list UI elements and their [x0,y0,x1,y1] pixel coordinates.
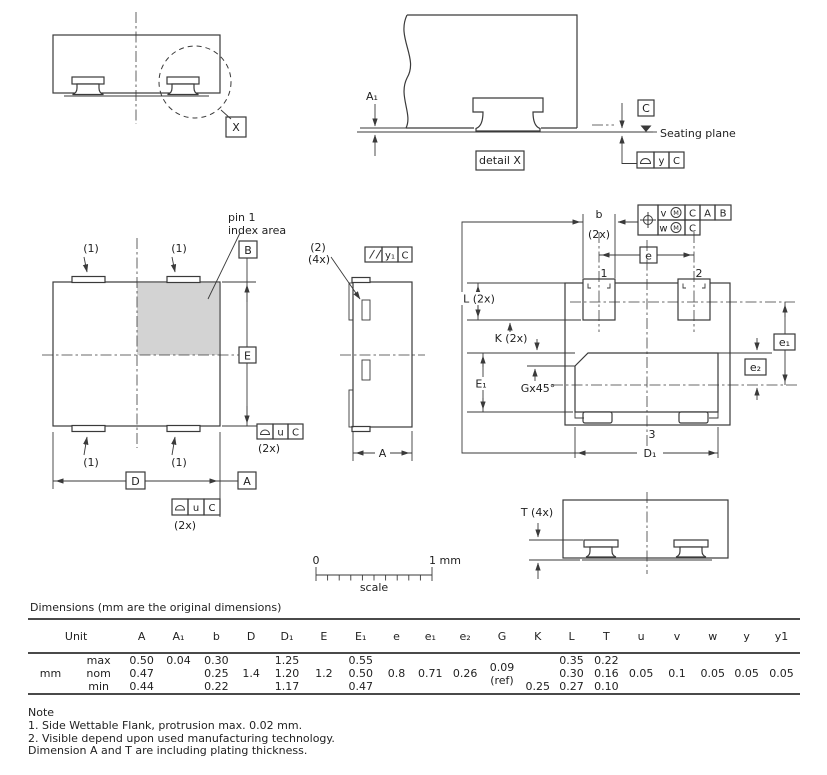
col-header-v: v [659,619,696,653]
col-header-T: T [589,619,624,653]
svg-text:A: A [704,208,711,220]
dimensions-section [28,601,802,695]
col-header-L: L [554,619,589,653]
svg-text:u: u [192,503,200,514]
side-view-with-detail-circle [53,12,246,137]
dim-e2-label: e₂ [749,361,762,374]
svg-text:(2x): (2x) [258,442,281,455]
value-G: 0.09 (ref) [489,660,515,687]
svg-text:w: w [659,223,668,235]
col-header-D: D [235,619,268,653]
svg-text:(2x): (2x) [174,519,197,532]
scale-bar [313,554,461,594]
dim-e-label: E [244,349,251,363]
dim-k-label: K (2x) [494,332,528,345]
notes-heading: Note [28,706,55,719]
detail-x-label: detail X [479,154,521,167]
row-label-nom: nom [86,667,111,680]
svg-text:M: M [673,209,679,217]
table-title: Dimensions (mm are the original dimensions) [30,601,282,614]
pin-3-number: 3 [648,428,656,441]
col-header-unit: Unit [28,619,124,653]
dim-e1-cap-label: E₁ [475,377,487,391]
position-symbol-icon [640,212,656,228]
datum-target-triangle-icon [641,126,652,133]
datum-a-box-label: A [243,475,251,488]
pad-ref-label: (1) [171,456,187,469]
pad-ref-label: (1) [83,242,99,255]
flank-ref-label: (2) [310,241,326,254]
pad-ref-label: (1) [83,456,99,469]
col-header-u: u [624,619,659,653]
dim-d-label: D [131,475,140,488]
profile-tolerance-frame-u-bottom [172,499,220,532]
scale-end-label: 1 mm [429,554,461,567]
col-header-D1: D₁ [268,619,307,653]
parallelism-tolerance-frame [365,247,412,262]
detail-ref-label: X [232,121,240,134]
table-row-max: mm max 0.50 0.04 0.30 1.25 0.55 0.09 (ref) 0.35 0.22 [28,653,800,667]
pin1-note-line1: pin 1 [228,211,256,224]
col-header-y1: y1 [763,619,800,653]
table-row-nom: nom 0.47 0.25 1.4 1.20 1.2 0.50 0.8 0.71 0.26 0.30 0.16 0.05 0.1 0.05 0.05 0.05 [28,667,800,680]
table-header-row [28,619,800,653]
col-header-e2: e₂ [448,619,483,653]
svg-text:C: C [689,208,696,220]
row-label-max: max [86,654,111,667]
scale-start-label: 0 [312,554,320,567]
profile-symbol-icon [261,430,270,435]
dim-b-label: b [595,208,603,221]
col-header-b: b [198,619,235,653]
notes-section [28,707,335,758]
pin-3-tab [575,353,718,412]
pin-1-number: 1 [600,267,608,280]
count-4x-label: (4x) [307,253,331,266]
col-header-w: w [695,619,730,653]
svg-text:u: u [277,427,284,439]
col-header-E: E [306,619,341,653]
note-item: 1. Side Wettable Flank, protrusion max. 0.02 mm. [28,718,303,732]
pin-2-number: 2 [695,267,703,280]
pin1-index-area [137,283,219,355]
svg-text:M: M [673,224,679,232]
wettable-flank-window [362,300,370,320]
profile-symbol-icon [641,159,651,164]
scale-caption: scale [359,581,389,594]
count-2x-label: (2x) [587,228,611,241]
dim-d1-label: D₁ [643,447,657,460]
note-item: 2. Visible depend upon used manufacturing technology. [28,731,335,745]
position-tolerance-frame [638,205,731,235]
col-header-A1: A₁ [159,619,198,653]
note-item: Dimension A and T are including plating thickness. [28,744,308,758]
unit-value: mm [39,667,62,680]
svg-text:C: C [689,223,696,235]
svg-text:y: y [658,156,665,167]
col-header-K: K [521,619,554,653]
profile-tolerance-frame-y [637,152,684,168]
wettable-flank-window [362,360,370,380]
svg-text:C: C [401,250,409,262]
dim-l-label: L (2x) [463,292,495,306]
top-view [42,211,303,532]
pad-ref-label: (1) [171,242,187,255]
row-label-min: min [88,680,110,693]
profile-symbol-icon [176,506,185,511]
col-header-y: y [730,619,763,653]
mmc-modifier-icon [671,208,681,218]
parallelism-symbol-icon [370,250,382,259]
datum-b-box-label: B [244,244,252,257]
col-header-E1: E₁ [341,619,380,653]
col-header-A: A [124,619,159,653]
svg-text:v: v [660,208,667,220]
bottom-view [456,205,798,460]
profile-tolerance-frame-u-right [257,424,303,455]
col-header-G: G [483,619,522,653]
seating-plane-label: Seating plane [660,127,736,140]
mmc-modifier-icon [671,223,681,233]
svg-text:B: B [719,208,727,220]
dim-a-side-label: A [378,447,387,460]
pin1-note-line2: index area [228,224,287,237]
svg-text:C: C [208,503,216,514]
svg-text:C: C [673,156,680,167]
side-view [308,241,425,461]
detail-x-view [357,15,736,170]
dim-a1-label: A₁ [366,90,378,103]
chamfer-label: Gx45° [520,382,556,395]
svg-text:C: C [292,427,299,439]
col-header-e1: e₁ [413,619,448,653]
col-header-e: e [380,619,413,653]
dim-e-pitch-label: e [645,249,652,263]
datum-c-box-label: C [642,102,650,115]
break-line [404,15,411,128]
dim-t-label: T (4x) [520,506,554,519]
terminal-height-view [520,492,728,579]
dim-e1-label: e₁ [778,336,791,349]
dimensions-table [28,618,800,695]
table-row-min: min 0.44 0.22 1.17 0.47 0.25 0.27 0.10 [28,680,800,694]
svg-text:y₁: y₁ [385,250,395,262]
